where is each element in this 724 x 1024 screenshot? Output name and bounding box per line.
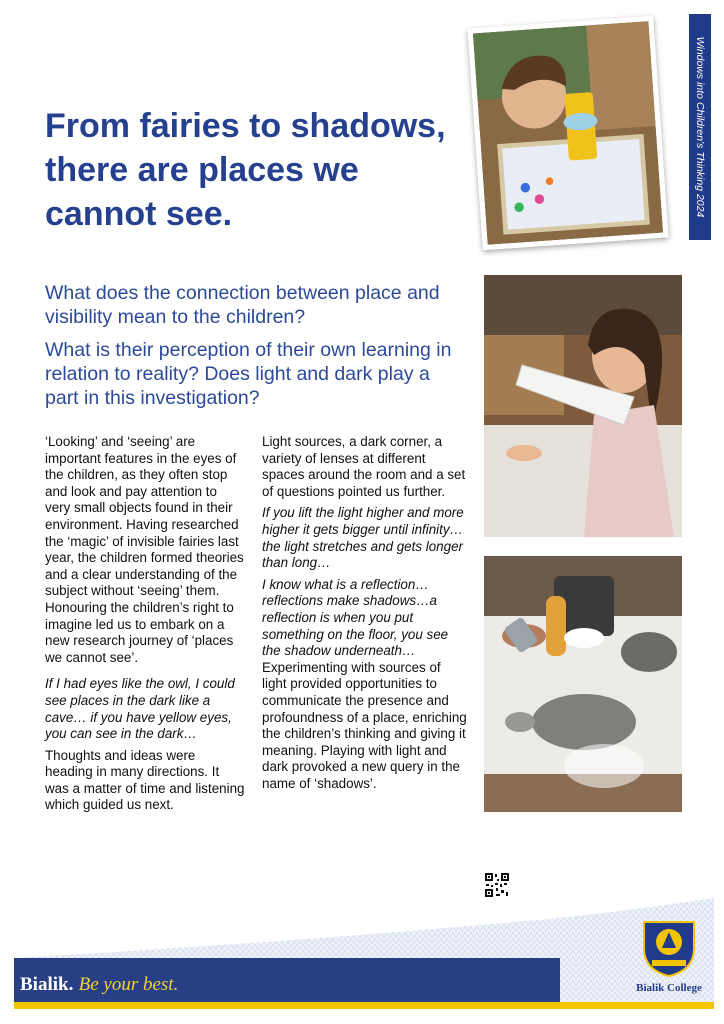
photo-torch-and-stones-image — [484, 556, 682, 812]
body-column-left — [45, 434, 245, 814]
right-paragraph-1: Light sources, a dark corner, a variety of lenses at different spaces around the room and a set of questions pointed us further. — [262, 434, 466, 499]
left-paragraph-2: Thoughts and ideas were heading in many directions. It was a matter of time and listening which guided us next. — [45, 747, 245, 813]
college-name: Bialik College — [636, 982, 702, 994]
footer-tagline: Be your best. — [78, 974, 179, 995]
body-column-right — [262, 434, 467, 792]
school-crest-icon — [640, 918, 698, 978]
right-child-quote-1: If you lift the light higher and more higher it gets bigger until infinity… the light stretches and gets longer than long… — [262, 505, 464, 571]
photo-torch-and-stones — [484, 556, 682, 812]
footer-brand-name: Bialik. — [20, 974, 74, 995]
right-paragraph-2: Experimenting with sources of light provided opportunities to communicate the presence and profoundness of a place, enriching the children’s thinking and giving it meaning. Playing with light and dark provoked a new query in the name of ‘shadows’. — [262, 659, 467, 791]
left-paragraph-1: ‘Looking’ and ‘seeing’ are important features in the eyes of the children, as they often stop and look and pay attention to very small objects found in their environment. Having researched the ‘magic’ of invisible fairies last year, the children formed theories and a clear understanding of the subject without ‘seeing’ them. Honouring the children’s right to imagine led us to embark on a new research journey of ‘places we cannot see’. — [45, 434, 244, 665]
photo-girl-holding-paper-image — [484, 275, 682, 537]
footer-slogan — [20, 974, 178, 996]
page-headline: From fairies to shadows, there are places we cannot see. — [45, 107, 446, 233]
series-side-tab-label: Windows into Children’s Thinking 2024 — [694, 36, 706, 218]
guiding-question-2: What is their perception of their own learning in relation to reality? Does light and dark play a part in this investigation? — [45, 339, 452, 409]
left-child-quote-1: If I had eyes like the owl, I could see places in the dark like a cave… if you have yellow eyes, you can see in the dark… — [45, 676, 235, 742]
guiding-question-1: What does the connection between place and visibility mean to the children? — [45, 282, 440, 328]
photo-child-light-table — [467, 16, 668, 250]
footer-accent-stripe — [14, 1002, 714, 1009]
series-side-tab — [689, 14, 711, 240]
right-child-quote-2: I know what is a reflection…reflections make shadows…a reflection is when you put something on the floor, you see the shadow underneath… — [262, 576, 449, 659]
photo-child-light-table-image — [473, 21, 663, 245]
photo-girl-holding-paper — [484, 275, 682, 537]
